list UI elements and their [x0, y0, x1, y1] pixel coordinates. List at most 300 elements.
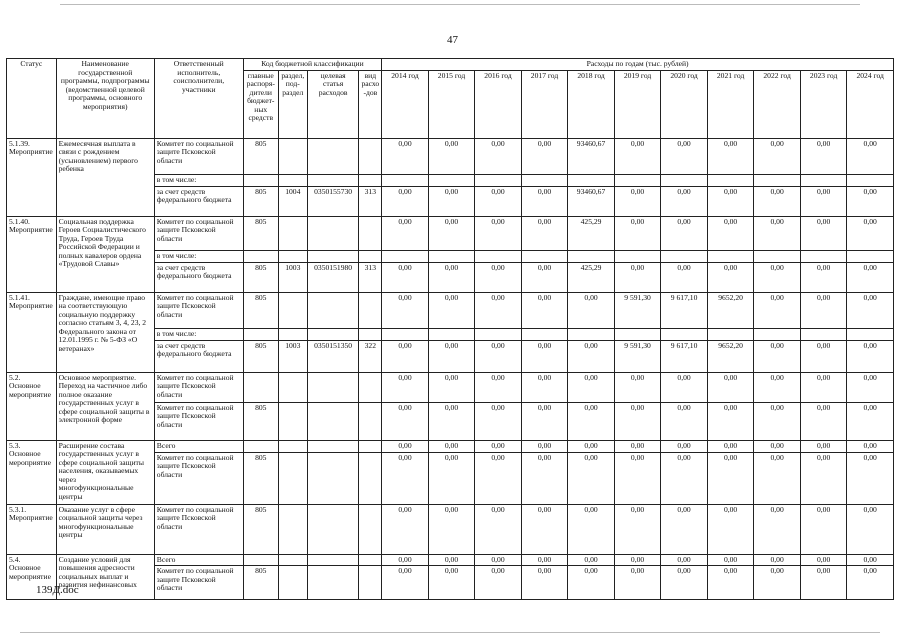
value-cell: 0,00 — [475, 340, 522, 372]
value-cell: 0,00 — [382, 292, 429, 328]
responsible-cell: Всего — [154, 554, 243, 566]
value-cell: 0,00 — [521, 554, 568, 566]
value-cell: 0,00 — [800, 566, 847, 600]
value-cell: 0,00 — [847, 504, 894, 554]
value-cell: 0,00 — [614, 452, 661, 504]
responsible-cell: Комитет по социальной защите Псковской области — [154, 504, 243, 554]
section-cell: 1004 — [278, 186, 307, 216]
status-cell: 5.3. Основное мероприятие — [7, 440, 57, 504]
value-cell: 0,00 — [847, 554, 894, 566]
value-cell: 0,00 — [521, 452, 568, 504]
value-cell — [521, 250, 568, 262]
target-cell — [307, 328, 359, 340]
responsible-cell: Комитет по социальной защите Псковской области — [154, 138, 243, 174]
year-header: 2018 год — [568, 70, 615, 138]
responsible-cell: за счет средств федерального бюджета — [154, 262, 243, 292]
target-cell — [307, 504, 359, 554]
responsible-header: Ответственный исполнитель, соисполнители, участники — [154, 59, 243, 139]
value-cell: 0,00 — [800, 262, 847, 292]
value-cell: 9652,20 — [707, 292, 754, 328]
value-cell: 0,00 — [707, 554, 754, 566]
grbs-cell — [243, 174, 278, 186]
value-cell: 0,00 — [475, 504, 522, 554]
value-cell — [800, 250, 847, 262]
grbs-cell — [243, 440, 278, 452]
header-row-1 — [7, 59, 894, 71]
value-cell: 0,00 — [475, 262, 522, 292]
year-header: 2017 год — [521, 70, 568, 138]
target-cell — [307, 174, 359, 186]
expense-type-cell — [359, 504, 382, 554]
value-cell: 0,00 — [661, 554, 708, 566]
name-cell: Социальная поддержка Героев Социалистического Труда, Героев Труда Российской Федерации и полных кавалеров ордена «Трудовой Славы» — [56, 216, 154, 292]
value-cell: 0,00 — [521, 138, 568, 174]
value-cell: 0,00 — [382, 504, 429, 554]
name-cell: Оказание услуг в сфере социальной защиты через многофункциональные центры — [56, 504, 154, 554]
expense-type-cell: 313 — [359, 186, 382, 216]
section-cell — [278, 250, 307, 262]
expense-type-cell — [359, 402, 382, 440]
value-cell: 0,00 — [568, 554, 615, 566]
value-cell — [847, 250, 894, 262]
expense-type-cell — [359, 138, 382, 174]
value-cell — [707, 174, 754, 186]
value-cell: 0,00 — [521, 566, 568, 600]
value-cell: 9 617,10 — [661, 292, 708, 328]
value-cell: 0,00 — [754, 402, 801, 440]
value-cell: 0,00 — [754, 440, 801, 452]
target-cell — [307, 138, 359, 174]
year-header: 2024 год — [847, 70, 894, 138]
grbs-cell — [243, 328, 278, 340]
value-cell: 0,00 — [382, 262, 429, 292]
value-cell: 93460,67 — [568, 138, 615, 174]
value-cell: 0,00 — [707, 440, 754, 452]
section-cell: 1003 — [278, 262, 307, 292]
value-cell: 0,00 — [428, 566, 475, 600]
value-cell: 425,29 — [568, 216, 615, 250]
grbs-cell — [243, 250, 278, 262]
table-row — [7, 372, 894, 402]
value-cell: 0,00 — [428, 440, 475, 452]
target-cell — [307, 250, 359, 262]
value-cell: 0,00 — [800, 504, 847, 554]
value-cell: 0,00 — [707, 138, 754, 174]
section-cell — [278, 566, 307, 600]
value-cell — [754, 174, 801, 186]
value-cell: 0,00 — [661, 504, 708, 554]
value-cell: 0,00 — [614, 554, 661, 566]
value-cell: 0,00 — [568, 340, 615, 372]
value-cell: 0,00 — [382, 186, 429, 216]
responsible-cell: за счет средств федерального бюджета — [154, 186, 243, 216]
value-cell: 0,00 — [382, 340, 429, 372]
value-cell: 0,00 — [754, 504, 801, 554]
value-cell: 0,00 — [521, 372, 568, 402]
value-cell: 0,00 — [661, 262, 708, 292]
value-cell: 0,00 — [754, 262, 801, 292]
value-cell: 0,00 — [382, 402, 429, 440]
value-cell: 0,00 — [800, 292, 847, 328]
value-cell: 0,00 — [382, 372, 429, 402]
section-cell — [278, 452, 307, 504]
section-header: раздел, под-раздел — [278, 70, 307, 138]
value-cell — [475, 174, 522, 186]
value-cell — [521, 328, 568, 340]
responsible-cell: Комитет по социальной защите Псковской области — [154, 452, 243, 504]
value-cell: 0,00 — [754, 216, 801, 250]
value-cell — [614, 250, 661, 262]
value-cell: 0,00 — [382, 554, 429, 566]
section-cell: 1003 — [278, 340, 307, 372]
value-cell: 0,00 — [382, 138, 429, 174]
table-row — [7, 292, 894, 328]
value-cell: 0,00 — [800, 452, 847, 504]
value-cell: 0,00 — [382, 566, 429, 600]
grbs-cell: 805 — [243, 566, 278, 600]
expense-type-cell — [359, 440, 382, 452]
page-number: 47 — [447, 34, 458, 46]
expense-type-cell — [359, 250, 382, 262]
value-cell: 0,00 — [614, 504, 661, 554]
status-cell: 5.1.40. Мероприятие — [7, 216, 57, 292]
section-cell — [278, 292, 307, 328]
value-cell: 0,00 — [521, 216, 568, 250]
value-cell: 0,00 — [614, 440, 661, 452]
value-cell: 0,00 — [475, 138, 522, 174]
section-cell — [278, 328, 307, 340]
expense-type-cell — [359, 174, 382, 186]
value-cell: 0,00 — [428, 402, 475, 440]
value-cell: 0,00 — [661, 138, 708, 174]
value-cell: 0,00 — [382, 440, 429, 452]
value-cell: 0,00 — [754, 340, 801, 372]
value-cell: 0,00 — [614, 566, 661, 600]
value-cell: 0,00 — [661, 402, 708, 440]
expense-type-cell — [359, 554, 382, 566]
table-row — [7, 554, 894, 566]
expense-type-header: вид расхо-дов — [359, 70, 382, 138]
responsible-cell: Комитет по социальной защите Псковской области — [154, 292, 243, 328]
value-cell — [568, 174, 615, 186]
responsible-cell: за счет средств федерального бюджета — [154, 340, 243, 372]
value-cell: 0,00 — [847, 292, 894, 328]
value-cell: 0,00 — [661, 216, 708, 250]
value-cell: 0,00 — [568, 440, 615, 452]
responsible-cell: Комитет по социальной защите Псковской области — [154, 402, 243, 440]
target-cell — [307, 452, 359, 504]
responsible-cell: Всего — [154, 440, 243, 452]
responsible-cell: в том числе: — [154, 250, 243, 262]
value-cell: 0,00 — [614, 216, 661, 250]
budget-table — [6, 58, 894, 600]
status-cell: 5.3.1. Мероприятие — [7, 504, 57, 554]
grbs-cell — [243, 372, 278, 402]
value-cell — [428, 174, 475, 186]
grbs-header: главные распоря-дители бюджет-ных средств — [243, 70, 278, 138]
value-cell: 0,00 — [847, 138, 894, 174]
section-cell — [278, 216, 307, 250]
value-cell: 0,00 — [847, 452, 894, 504]
value-cell — [800, 328, 847, 340]
value-cell: 0,00 — [568, 566, 615, 600]
value-cell: 0,00 — [475, 566, 522, 600]
target-cell — [307, 216, 359, 250]
status-cell: 5.1.39. Мероприятие — [7, 138, 57, 216]
value-cell: 0,00 — [428, 262, 475, 292]
year-header: 2014 год — [382, 70, 429, 138]
section-cell — [278, 504, 307, 554]
value-cell: 0,00 — [754, 186, 801, 216]
value-cell: 0,00 — [428, 292, 475, 328]
target-cell: 0350155730 — [307, 186, 359, 216]
value-cell: 0,00 — [847, 340, 894, 372]
value-cell: 0,00 — [800, 402, 847, 440]
value-cell: 0,00 — [707, 504, 754, 554]
value-cell: 0,00 — [661, 566, 708, 600]
value-cell: 0,00 — [521, 440, 568, 452]
value-cell: 9 591,30 — [614, 292, 661, 328]
grbs-cell: 805 — [243, 138, 278, 174]
value-cell: 0,00 — [847, 566, 894, 600]
value-cell — [661, 328, 708, 340]
table-body — [7, 138, 894, 600]
name-cell: Расширение состава государственных услуг в сфере социальной защиты населения, оказываемых через многофункциональные центры — [56, 440, 154, 504]
value-cell — [754, 328, 801, 340]
target-cell — [307, 372, 359, 402]
expense-type-cell — [359, 372, 382, 402]
value-cell: 0,00 — [847, 216, 894, 250]
table-row — [7, 216, 894, 250]
value-cell: 0,00 — [382, 452, 429, 504]
value-cell: 0,00 — [707, 262, 754, 292]
name-cell: Ежемесячная выплата в связи с рождением (усыновлением) первого ребенка — [56, 138, 154, 216]
value-cell: 0,00 — [568, 504, 615, 554]
value-cell: 0,00 — [428, 186, 475, 216]
value-cell — [428, 250, 475, 262]
value-cell: 0,00 — [428, 372, 475, 402]
value-cell: 0,00 — [428, 340, 475, 372]
target-cell — [307, 292, 359, 328]
value-cell: 0,00 — [568, 402, 615, 440]
grbs-cell: 805 — [243, 340, 278, 372]
expenses-header: Расходы по годам (тыс. рублей) — [382, 59, 894, 71]
value-cell: 0,00 — [847, 440, 894, 452]
grbs-cell: 805 — [243, 402, 278, 440]
value-cell — [707, 328, 754, 340]
grbs-cell: 805 — [243, 292, 278, 328]
value-cell: 0,00 — [661, 452, 708, 504]
value-cell: 0,00 — [614, 402, 661, 440]
value-cell — [661, 250, 708, 262]
value-cell: 425,29 — [568, 262, 615, 292]
section-cell — [278, 372, 307, 402]
value-cell: 0,00 — [847, 262, 894, 292]
value-cell: 0,00 — [475, 292, 522, 328]
responsible-cell: Комитет по социальной защите Псковской области — [154, 216, 243, 250]
expense-type-cell — [359, 566, 382, 600]
value-cell: 9652,20 — [707, 340, 754, 372]
footer-filename: 139Д.doc — [36, 584, 79, 596]
value-cell: 0,00 — [428, 504, 475, 554]
value-cell: 0,00 — [614, 138, 661, 174]
value-cell: 0,00 — [614, 186, 661, 216]
value-cell: 0,00 — [800, 138, 847, 174]
value-cell — [382, 328, 429, 340]
value-cell — [428, 328, 475, 340]
year-header: 2022 год — [754, 70, 801, 138]
responsible-cell: в том числе: — [154, 328, 243, 340]
value-cell: 0,00 — [800, 216, 847, 250]
status-cell: 5.2. Основное мероприятие — [7, 372, 57, 440]
value-cell: 0,00 — [382, 216, 429, 250]
value-cell — [707, 250, 754, 262]
value-cell: 0,00 — [568, 292, 615, 328]
table-row — [7, 504, 894, 554]
grbs-cell: 805 — [243, 216, 278, 250]
status-cell: 5.1.41. Мероприятие — [7, 292, 57, 372]
target-cell: 0350151350 — [307, 340, 359, 372]
name-cell: Граждане, имеющие право на соответствующую социальную поддержку согласно статьям 3, 4, 23, 2 Федерального закона от 12.01.1995 г. № 5-ФЗ «О ветеранах» — [56, 292, 154, 372]
value-cell — [847, 328, 894, 340]
expense-type-cell: 313 — [359, 262, 382, 292]
value-cell: 0,00 — [707, 372, 754, 402]
expense-type-cell — [359, 452, 382, 504]
value-cell: 0,00 — [521, 262, 568, 292]
value-cell: 0,00 — [800, 440, 847, 452]
value-cell: 0,00 — [661, 372, 708, 402]
value-cell: 0,00 — [568, 372, 615, 402]
budget-code-header: Код бюджетной классификации — [243, 59, 382, 71]
value-cell: 0,00 — [521, 186, 568, 216]
value-cell: 0,00 — [800, 340, 847, 372]
value-cell: 0,00 — [707, 216, 754, 250]
value-cell: 0,00 — [661, 186, 708, 216]
value-cell — [800, 174, 847, 186]
value-cell: 0,00 — [428, 138, 475, 174]
value-cell: 0,00 — [475, 216, 522, 250]
value-cell: 0,00 — [847, 402, 894, 440]
grbs-cell: 805 — [243, 186, 278, 216]
expense-type-cell: 322 — [359, 340, 382, 372]
grbs-cell — [243, 554, 278, 566]
name-cell: Основное мероприятие. Переход на частичное либо полное оказание государственных услуг в сфере социальной защиты в электронной форме — [56, 372, 154, 440]
section-cell — [278, 440, 307, 452]
value-cell: 0,00 — [847, 186, 894, 216]
value-cell: 0,00 — [754, 138, 801, 174]
value-cell: 0,00 — [521, 292, 568, 328]
value-cell: 0,00 — [800, 186, 847, 216]
year-header: 2023 год — [800, 70, 847, 138]
value-cell: 0,00 — [800, 554, 847, 566]
grbs-cell: 805 — [243, 452, 278, 504]
value-cell — [568, 328, 615, 340]
value-cell: 0,00 — [521, 402, 568, 440]
grbs-cell: 805 — [243, 262, 278, 292]
value-cell: 9 591,30 — [614, 340, 661, 372]
value-cell: 0,00 — [754, 566, 801, 600]
value-cell: 0,00 — [754, 452, 801, 504]
section-cell — [278, 402, 307, 440]
value-cell: 0,00 — [707, 566, 754, 600]
value-cell: 0,00 — [754, 554, 801, 566]
value-cell: 0,00 — [428, 554, 475, 566]
value-cell — [614, 328, 661, 340]
target-cell — [307, 554, 359, 566]
value-cell — [847, 174, 894, 186]
grbs-cell: 805 — [243, 504, 278, 554]
value-cell — [661, 174, 708, 186]
responsible-cell: в том числе: — [154, 174, 243, 186]
value-cell: 0,00 — [707, 402, 754, 440]
section-cell — [278, 138, 307, 174]
value-cell: 0,00 — [475, 186, 522, 216]
value-cell: 0,00 — [754, 372, 801, 402]
value-cell: 9 617,10 — [661, 340, 708, 372]
status-cell: 5.4. Основное мероприятие — [7, 554, 57, 600]
name-cell: Создание условий для повышения адресности социальных выплат и развития нефинансовых — [56, 554, 154, 600]
table-row — [7, 440, 894, 452]
expense-type-cell — [359, 328, 382, 340]
value-cell — [754, 250, 801, 262]
target-cell: 0350151980 — [307, 262, 359, 292]
year-header: 2021 год — [707, 70, 754, 138]
value-cell — [614, 174, 661, 186]
year-header: 2019 год — [614, 70, 661, 138]
year-header: 2015 год — [428, 70, 475, 138]
value-cell: 0,00 — [614, 262, 661, 292]
value-cell: 0,00 — [475, 372, 522, 402]
year-header: 2016 год — [475, 70, 522, 138]
value-cell: 0,00 — [475, 402, 522, 440]
value-cell: 0,00 — [475, 452, 522, 504]
value-cell: 0,00 — [754, 292, 801, 328]
value-cell — [475, 328, 522, 340]
value-cell: 0,00 — [521, 504, 568, 554]
table-row — [7, 138, 894, 174]
value-cell: 0,00 — [800, 372, 847, 402]
value-cell: 0,00 — [661, 440, 708, 452]
status-header: Статус — [7, 59, 57, 139]
expense-type-cell — [359, 216, 382, 250]
target-cell — [307, 566, 359, 600]
target-cell — [307, 440, 359, 452]
value-cell — [382, 250, 429, 262]
year-header: 2020 год — [661, 70, 708, 138]
responsible-cell: Комитет по социальной защите Псковской области — [154, 372, 243, 402]
value-cell: 0,00 — [707, 452, 754, 504]
value-cell: 0,00 — [614, 372, 661, 402]
target-cell — [307, 402, 359, 440]
value-cell: 0,00 — [475, 440, 522, 452]
value-cell: 0,00 — [475, 554, 522, 566]
value-cell: 0,00 — [568, 452, 615, 504]
section-cell — [278, 554, 307, 566]
value-cell: 0,00 — [521, 340, 568, 372]
value-cell: 0,00 — [707, 186, 754, 216]
value-cell: 0,00 — [428, 216, 475, 250]
section-cell — [278, 174, 307, 186]
target-header: целевая статья расходов — [307, 70, 359, 138]
value-cell — [382, 174, 429, 186]
value-cell: 0,00 — [428, 452, 475, 504]
expense-type-cell — [359, 292, 382, 328]
value-cell — [568, 250, 615, 262]
value-cell — [475, 250, 522, 262]
value-cell: 93460,67 — [568, 186, 615, 216]
value-cell — [521, 174, 568, 186]
responsible-cell: Комитет по социальной защите Псковской области — [154, 566, 243, 600]
